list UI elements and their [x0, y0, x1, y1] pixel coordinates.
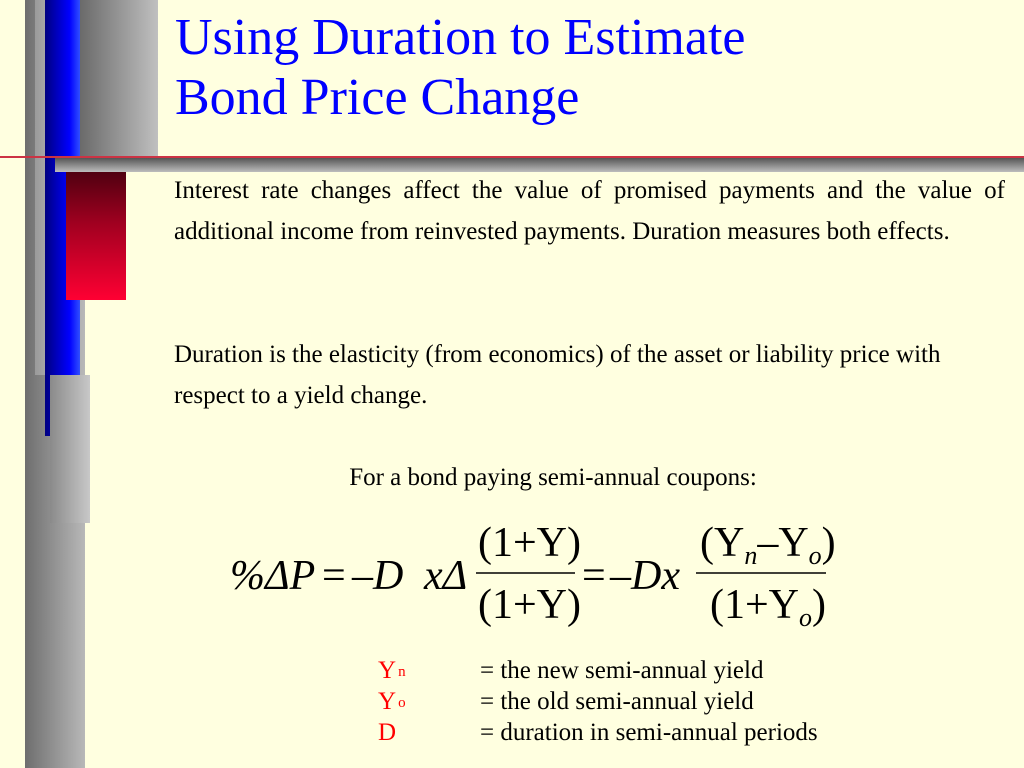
deco-gray-block-right	[80, 0, 158, 158]
legend-symbol-yn: Y $_n$	[378, 657, 406, 684]
formula-x-delta: xΔ	[424, 553, 468, 599]
formula-numerator-2: (Yn–Yo)	[700, 520, 836, 570]
paragraph-duration-elasticity: Duration is the elasticity (from economics) of the asset or liability price with respect to a yield change.	[174, 341, 941, 409]
formula-equals-1: =	[322, 553, 346, 599]
formula-neg-dx: –Dx	[610, 553, 680, 599]
formula-numerator-1: (1+Y)	[478, 520, 581, 566]
legend-definition-yn: = the new semi-annual yield	[480, 657, 764, 684]
legend-symbol-d: D	[378, 719, 397, 746]
legend-symbol-yo: Y $_o$	[378, 688, 406, 715]
formula-equals-2: =	[582, 553, 606, 599]
deco-gray-block-lower	[50, 375, 90, 523]
slide-title	[175, 8, 1015, 128]
slide-title-line2: Bond Price Change	[175, 69, 580, 126]
formula-denominator-1: (1+Y)	[478, 582, 581, 628]
legend-definition-yo: = the old semi-annual yield	[480, 688, 754, 715]
duration-formula	[230, 518, 870, 636]
formula-denominator-2: (1+Yo)	[710, 582, 827, 632]
deco-red-block	[66, 172, 126, 300]
legend-definition-d: = duration in semi-annual periods	[480, 719, 818, 746]
formula-lhs: %ΔP	[230, 553, 316, 599]
formula-intro-text: For a bond paying semi-annual coupons:	[349, 464, 757, 491]
formula-neg-d: –D	[352, 553, 404, 599]
slide-title-line1: Using Duration to Estimate	[175, 9, 746, 66]
paragraph-duration-effects: Interest rate changes affect the value of promised payments and the value of additional income from reinvested payments. Duration measures both effects.	[174, 177, 1005, 245]
